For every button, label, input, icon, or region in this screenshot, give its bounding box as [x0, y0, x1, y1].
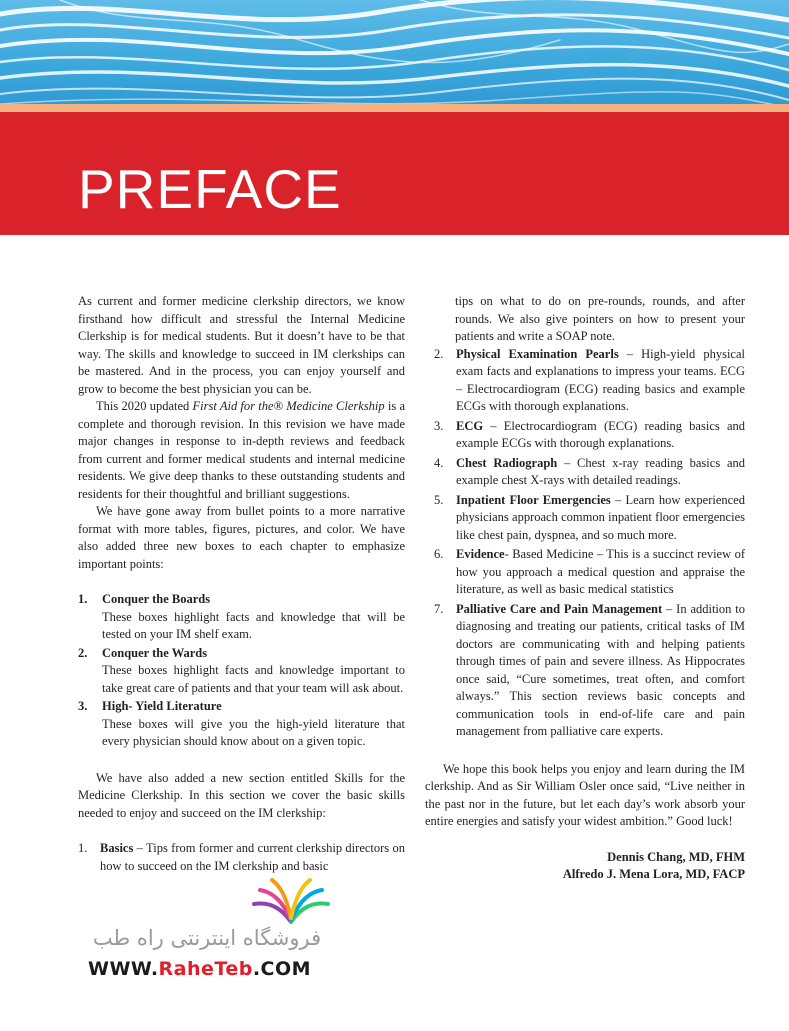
wave-header-graphic [0, 0, 789, 112]
list-item: 7. Palliative Care and Pain Management – In addition to diagnosing and treating our patients, critical tasks of IM doctors are communicating with and helping patients through times of pain and severe illness. As Hippocrates once said, “Cure sometimes, treat often, and comfort always.” This section reviews basic concepts and communication tools in end-of-life care and pain management from palliative care experts. [434, 601, 745, 738]
watermark-url: WWW.RaheTeb.COM [88, 958, 312, 980]
list-item: 6. Evidence- Based Medicine – This is a succinct review of how you approach a medical question and appraise the literature, as well as basic medical statistics [434, 547, 745, 596]
skill-title: Basics [100, 841, 134, 855]
book-title-italic: First Aid for the® Medicine Clerkship [192, 399, 385, 413]
author-signature: Dennis Chang, MD, FHM [607, 849, 745, 864]
box-description: These boxes highlight facts and knowledge that will be tested on your IM shelf exam. [102, 609, 405, 641]
skill-title: Physical Examination Pearls [456, 346, 619, 361]
boxes-list [78, 591, 405, 751]
author-signature: Alfredo J. Mena Lora, MD, FACP [562, 867, 745, 881]
wave-pattern [0, 0, 789, 112]
skills-list-start [78, 840, 405, 875]
watermark-persian-text: فروشگاه اینترنتی راه طب [92, 926, 322, 950]
skill-title: Palliative Care and Pain Management [456, 601, 663, 616]
skill-title: Evidence [456, 547, 505, 561]
intro-paragraph: As current and former medicine clerkship directors, we know firsthand how difficult and stressful the Internal Medicine Clerkship is for medical students. But it doesn’t have to be that way. The skills and knowledge to succeed in IM clerkships can be mastered. And in the process, you can enjoy yourself and grow to become the best physician you can be. [78, 294, 405, 396]
list-item: 1. Conquer the Boards These boxes highlight facts and knowledge that will be tested on your IM shelf exam. [78, 592, 405, 641]
skill-title: ECG [456, 418, 484, 433]
skills-paragraph: We have also added a new section entitled Skills for the Medicine Clerkship. In this section we cover the basic skills needed to enjoy and succeed on the IM clerkship: [78, 770, 405, 820]
revision-paragraph: This 2020 updated First Aid for the® Medicine Clerkship is a complete and thorough revision. In this revision we have made major changes in response to in-depth reviews and feedback from current and former medical students and internal medicine residents. We give deep thanks to these outstanding students and residents for their thoughtful and brilliant suggestions. [78, 399, 405, 501]
closing-paragraph: We hope this book helps you enjoy and learn during the IM clerkship. And as Sir William Osler once said, “Live neither in the past nor in the future, but let each day’s work absorb your entire energies and satisfy your widest ambition.” Good luck! [425, 761, 745, 828]
skill-title: Inpatient Floor Emergencies [456, 492, 611, 507]
list-item: 2. Physical Examination Pearls – High-yield physical exam facts and explanations to impress your teams. ECG – Electrocardiogram (ECG) reading basics and example ECGs with thorough explanations. [434, 346, 745, 413]
list-item: 5. Inpatient Floor Emergencies – Learn how experienced physicians approach common inpatient floor emergencies like chest pain, dyspnea, and so much more. [434, 492, 745, 542]
skill-title: Chest Radiograph [456, 455, 558, 470]
left-column [78, 293, 405, 877]
rahteb-watermark-logo [82, 876, 342, 986]
list-item: 3. High- Yield Literature These boxes will give you the high-yield literature that every physician should know about on a given topic. [78, 699, 405, 748]
right-column [425, 293, 745, 884]
open-book-icon [250, 876, 332, 926]
skill-1-continued: tips on what to do on pre-rounds, rounds, and after rounds. We also give pointers on how to present your patients and write a SOAP note. [455, 294, 745, 343]
box-title: High- Yield Literature [102, 699, 222, 713]
list-item: 2. Conquer the Wards These boxes highlight facts and knowledge important to take great care of patients and that your team will ask about. [78, 645, 405, 695]
box-title: Conquer the Boards [102, 592, 211, 606]
list-item: 3. ECG – Electrocardiogram (ECG) reading basics and example ECGs with thorough explanations. [434, 418, 745, 450]
list-item: 1. Basics – Tips from former and current clerkship directors on how to succeed on the IM clerkship and basic [78, 841, 405, 873]
list-item: 4. Chest Radiograph – Chest x-ray reading basics and example chest X-rays with detailed readings. [434, 455, 745, 487]
box-description: These boxes highlight facts and knowledge important to take great care of patients and that your team will ask about. [102, 663, 405, 695]
box-description: These boxes will give you the high-yield literature that every physician should know about on a given topic. [102, 716, 405, 748]
box-title: Conquer the Wards [102, 645, 208, 660]
skills-list [425, 346, 745, 741]
format-paragraph: We have gone away from bullet points to a more narrative format with more tables, figures, pictures, and color. We have also added three new boxes to each chapter to emphasize important points: [78, 504, 405, 571]
page-title: PREFACE [78, 158, 342, 220]
